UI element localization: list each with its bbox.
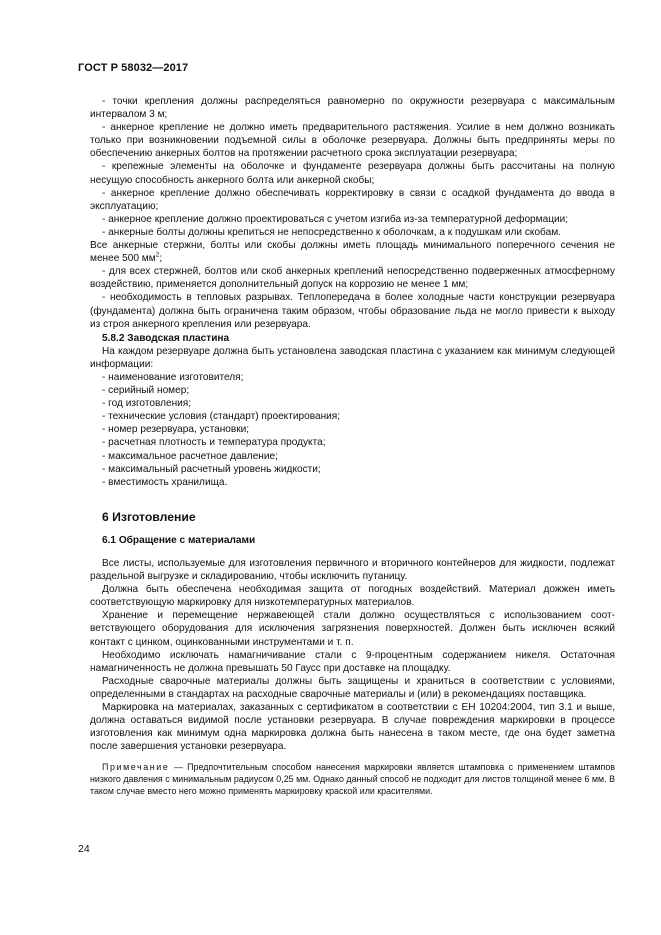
cross-section-tail: ; bbox=[159, 253, 163, 265]
section-heading-6: 6 Изготовление bbox=[102, 509, 196, 524]
list-item: - максимальное расчетное давление; bbox=[102, 450, 278, 462]
cross-section-paragraph bbox=[90, 239, 615, 265]
page-content bbox=[90, 95, 615, 797]
list-item: - вместимость хранилища. bbox=[102, 476, 228, 488]
page-number: 24 bbox=[78, 843, 90, 855]
subsection-heading-61: 6.1 Обращение с материалами bbox=[102, 534, 256, 546]
paragraph: Расходные сварочные материалы должны быть защищены и храниться в соответствии с условиями, определенными в стандартах на расходные сварочные материалы и (или) в рекомендациях поставщика. bbox=[90, 675, 615, 700]
list-item: - максимальный расчетный уровень жидкости; bbox=[102, 463, 321, 475]
list-item: - анкерное крепление должно обеспечивать корректировку в связи с осадкой фундамента до ввода в эксплуатацию; bbox=[90, 187, 615, 212]
paragraph: Хранение и перемещение нержавеющей стали должно осуществляться с использованием соответствующего оборудования для исключения загрязнения поверхностей. Должен быть исключен всякий контакт с цинком, оцинкованными инструментами и т. п. bbox=[90, 610, 615, 648]
subsection-heading-582: 5.8.2 Заводская пластина bbox=[102, 332, 230, 344]
list-item: - номер резервуара, установки; bbox=[102, 424, 250, 436]
superscript: 2 bbox=[155, 251, 160, 259]
note bbox=[90, 761, 615, 797]
paragraph: Должна быть обеспечена необходимая защита от погодных воздействий. Материал дожжен иметь соответствующую маркировку для низкотемпературных материалов. bbox=[90, 584, 615, 609]
paragraph: Маркировка на материалах, заказанных с сертификатом в соответствии с ЕН 10204:2004, тип 3.1 и выше, должна оставаться видимой после установки резервуара. В случае повреждения маркировки в процессе изготовления как минимум одна маркировка должна быть нанесена в таком месте, где она будет заметна после завершения установки резервуара. bbox=[90, 702, 615, 753]
paragraph: Все листы, используемые для изготовления первичного и вторичного контейнеров для жидкости, подлежат раздельной выгрузке и складированию, чтобы исключить путаницу. bbox=[90, 558, 615, 583]
list-item: - анкерное крепление должно проектироваться с учетом изгиба из-за температурной деформации; bbox=[102, 213, 569, 225]
list-item: - год изготовления; bbox=[102, 398, 192, 410]
cross-section-text: Все анкерные стержни, болты или скобы должны иметь площадь минимального поперечного сечения не менее 500 мм bbox=[90, 240, 615, 265]
paragraph: На каждом резервуаре должна быть установлена заводская пластина с указанием как минимум следующей информации: bbox=[90, 345, 615, 370]
note-label: Примечание bbox=[102, 762, 170, 773]
list-item: - анкерные болты должны крепиться не непосредственно к оболочкам, а к подушкам или скобам. bbox=[102, 226, 561, 238]
list-item: - необходимость в тепловых разрывах. Теплопередача в более холодные части конструкции резервуара (фундамента) должна быть ограничена таким образом, чтобы образование льда не могло привести к выходу из строя анкерного крепления или резервуара. bbox=[90, 292, 615, 330]
list-item: - точки крепления должны распределяться равномерно по окружности резервуара с максимальным интервалом 3 м; bbox=[90, 96, 615, 121]
paragraph: Необходимо исключать намагничивание стали с 9-процентным содержанием никеля. Остаточная намагниченность не должна превышать 50 Гаусс при доставке на площадку. bbox=[90, 649, 615, 674]
list-item: - наименование изготовителя; bbox=[102, 371, 244, 383]
standard-header: ГОСТ Р 58032—2017 bbox=[78, 62, 189, 74]
list-item: - для всех стержней, болтов или скоб анкерных креплений непосредственно подверженных атмосферному воздействию, применяется дополнительный допуск на коррозию не менее 1 мм; bbox=[90, 266, 615, 291]
list-item: - анкерное крепление не должно иметь предварительного растяжения. Усилие в нем должно возникать только при возникновении подъемной силы в оболочке резервуара. Должны быть предприняты меры по обеспечению анкерных болтов на протяжении расчетного срока эксплуатации резервуара; bbox=[90, 122, 615, 160]
list-item: - расчетная плотность и температура продукта; bbox=[102, 437, 326, 449]
note-text: — Предпочтительным способом нанесения маркировки является штамповка с применением штампов низкого давления с минимальным радиусом 0,25 мм. Однако данный способ не подходит для листов толщиной менее 6 мм. В таком случае вместо него можно применять маркировку краской или красителями. bbox=[90, 762, 615, 797]
list-item: - серийный номер; bbox=[102, 385, 190, 397]
list-item: - технические условия (стандарт) проектирования; bbox=[102, 411, 341, 423]
list-item: - крепежные элементы на оболочке и фундаменте резервуара должны быть рассчитаны на полную несущую способность анкерного болта или анкерной скобы; bbox=[90, 161, 615, 186]
